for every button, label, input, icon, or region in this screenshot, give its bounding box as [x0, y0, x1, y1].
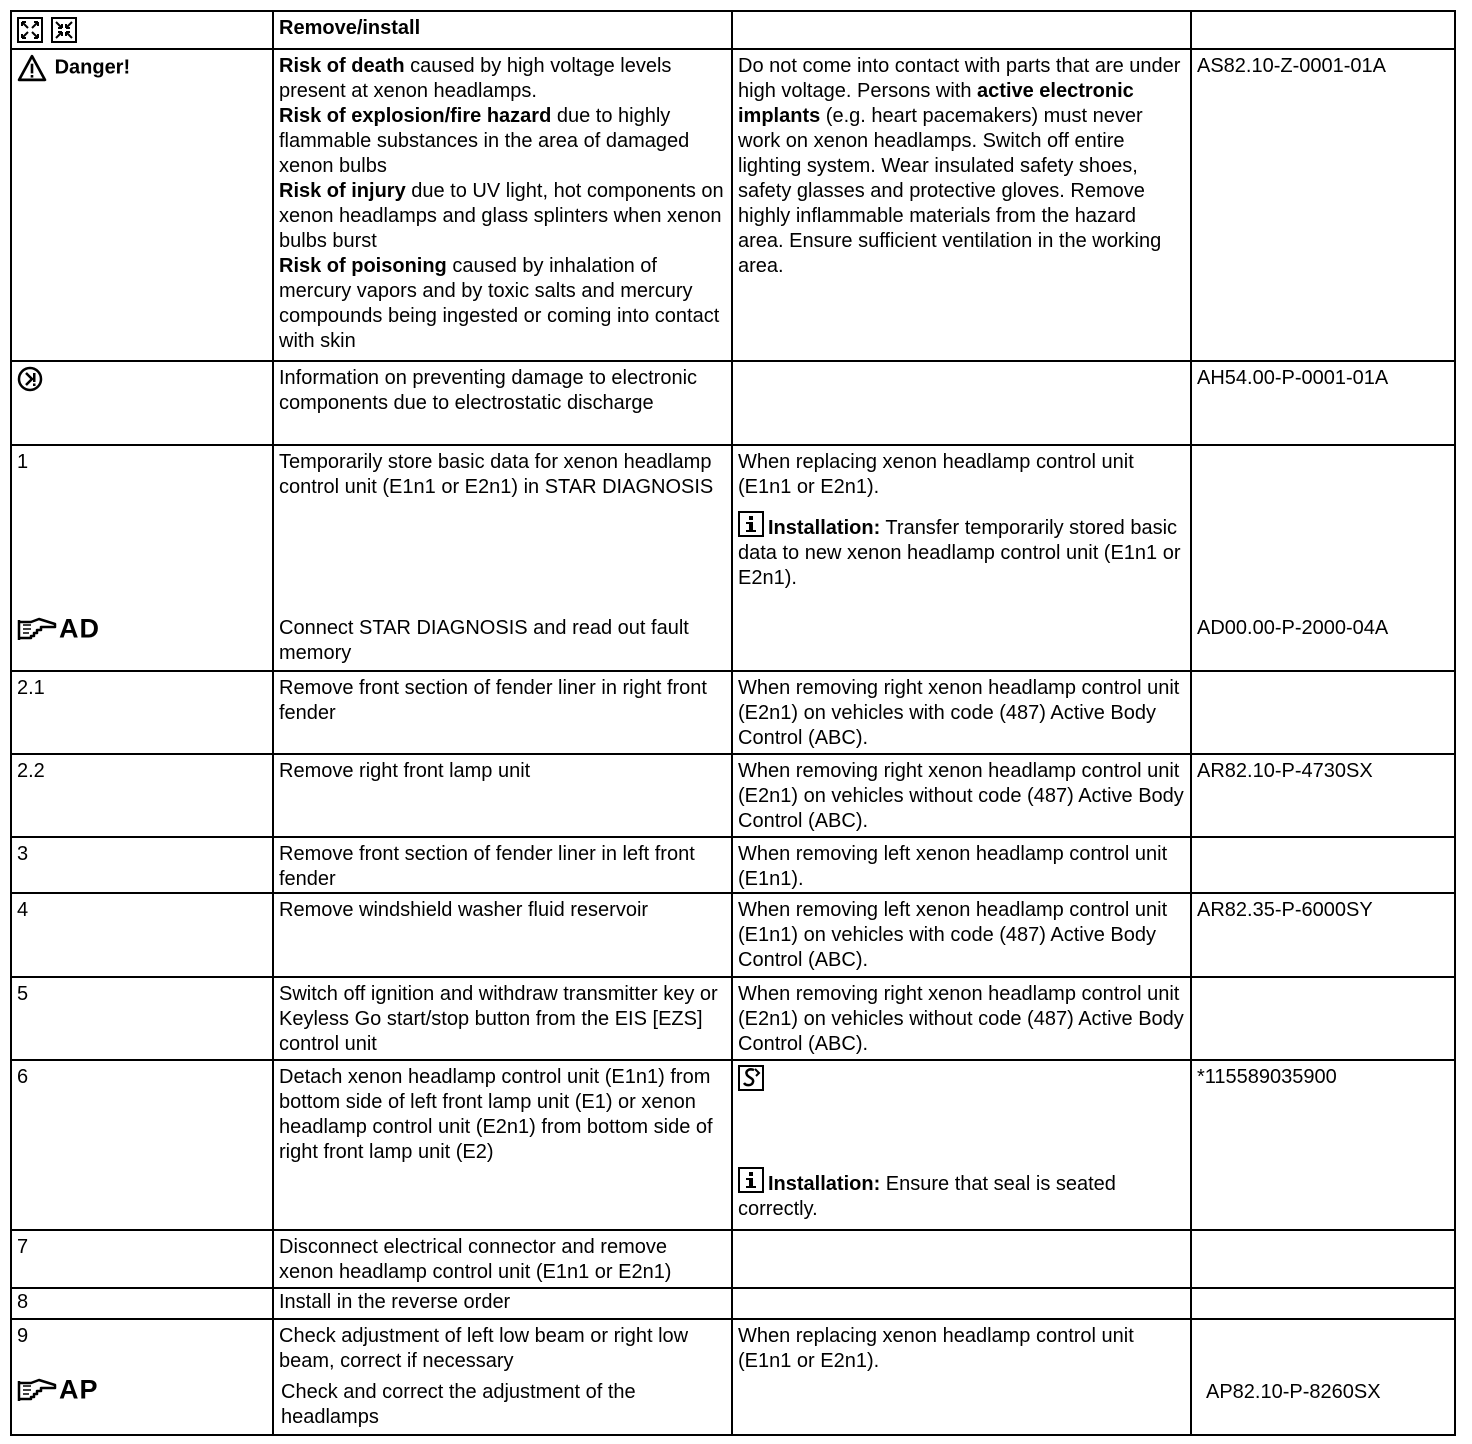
step-8-row: [11, 1288, 1455, 1319]
ap-code: AP: [59, 1374, 99, 1405]
danger-note-text: (e.g. heart pacemakers) must never work on xenon headlamps. Switch off entire lighting system. Wear insulated safety shoes, safety glasses and protective gloves. Remove highly inflammable materials from the hazard area. Ensure sufficient ventilation in the working area.: [738, 105, 1162, 277]
step-2-2-row: [11, 754, 1455, 837]
pointing-hand-icon: [17, 616, 57, 642]
danger-ref-cell: [1191, 49, 1455, 361]
step-8-ref: [1191, 1288, 1455, 1319]
step-6-row: [11, 1060, 1455, 1230]
procedure-table: [10, 10, 1456, 1436]
risk-text: due to UV light, hot components on xenon headlamps and glass splinters when xenon bulbs burst: [279, 180, 724, 252]
risk-text: caused by high voltage levels present at xenon headlamps.: [279, 55, 672, 102]
step-8-num: 8: [11, 1288, 273, 1319]
esd-ref[interactable]: AH54.00-P-0001-01A: [1197, 367, 1389, 389]
step-4-note: When removing left xenon headlamp control unit (E1n1) on vehicles with code (487) Active Body Control (ABC).: [732, 893, 1191, 977]
esd-row: [11, 361, 1455, 445]
step-7-note: [732, 1230, 1191, 1288]
step-6-text: Detach xenon headlamp control unit (E1n1) from bottom side of left front lamp unit (E1) or xenon headlamp control unit (E2n1) from bottom side of right front lamp unit (E2): [273, 1060, 732, 1230]
step-8-text: Install in the reverse order: [273, 1288, 732, 1319]
special-tool-icon: [738, 1065, 764, 1091]
step-3-text: Remove front section of fender liner in left front fender: [273, 837, 732, 893]
step-1-num-cell: [11, 445, 273, 671]
step-4-row: [11, 893, 1455, 977]
ap-marker: [17, 1374, 267, 1405]
step-9-num-cell: [11, 1319, 273, 1435]
step-5-note: When removing right xenon headlamp control unit (E2n1) on vehicles without code (487) Active Body Control (ABC).: [732, 977, 1191, 1060]
step-4-num: 4: [11, 893, 273, 977]
remove-icon: [17, 17, 43, 43]
pointing-hand-icon: [17, 1377, 57, 1403]
step-3-num: 3: [11, 837, 273, 893]
step-4-ref: AR82.35-P-6000SY: [1191, 893, 1455, 977]
step-6-ref: *115589035900: [1191, 1060, 1455, 1230]
step-3-ref: [1191, 837, 1455, 893]
esd-ref-cell: [1191, 361, 1455, 445]
risk-title: Risk of death: [279, 55, 405, 77]
header-row: [11, 11, 1455, 49]
danger-label: Danger!: [54, 56, 131, 79]
header-empty-4: [1191, 11, 1455, 49]
risk-title: Risk of poisoning: [279, 255, 447, 277]
step-7-num: 7: [11, 1230, 273, 1288]
danger-note-cell: [732, 49, 1191, 361]
danger-risks-cell: [273, 49, 732, 361]
step-7-row: [11, 1230, 1455, 1288]
installation-note: Installation: Transfer temporarily stored basic data to new xenon headlamp control unit (E1n1 or E2n1).: [738, 511, 1185, 591]
risk-title: Risk of explosion/fire hazard: [279, 105, 552, 127]
risk-text: due to highly flammable substances in the area of damaged xenon bulbs: [279, 105, 690, 177]
header-icons-cell: [11, 11, 273, 49]
ad-marker: [17, 613, 267, 644]
step-number: 9: [17, 1325, 29, 1347]
step-1-row: [11, 445, 1455, 671]
step-7-ref: [1191, 1230, 1455, 1288]
step-3-note: When removing left xenon headlamp control unit (E1n1).: [732, 837, 1191, 893]
warning-triangle-icon: [17, 54, 47, 82]
step-2-2-note: When removing right xenon headlamp control unit (E2n1) on vehicles without code (487) Active Body Control (ABC).: [732, 754, 1191, 837]
danger-note-text: Do not come into contact with parts that are under high voltage. Persons with: [738, 55, 1181, 102]
step-9-ref-cell: [1191, 1319, 1455, 1435]
esd-text: Information on preventing damage to electronic components due to electrostatic discharge: [279, 367, 698, 414]
header-title: Remove/install: [273, 11, 732, 49]
step-1-text-cell: [273, 445, 732, 671]
step-6-num: 6: [11, 1060, 273, 1230]
info-icon: [738, 1167, 764, 1193]
info-icon: [738, 511, 764, 537]
step-5-text: Switch off ignition and withdraw transmitter key or Keyless Go start/stop button from the EIS [EZS] control unit: [273, 977, 732, 1060]
danger-row: [11, 49, 1455, 361]
danger-label-cell: [11, 49, 273, 361]
step-7-text: Disconnect electrical connector and remove xenon headlamp control unit (E1n1 or E2n1): [273, 1230, 732, 1288]
step-9-text-cell: [273, 1319, 732, 1435]
step-note: When replacing xenon headlamp control unit (E1n1 or E2n1).: [738, 451, 1134, 498]
risk-text: caused by inhalation of mercury vapors and by toxic salts and mercury compounds being ingested or coming into contact with skin: [279, 255, 720, 352]
esd-caution-icon: [17, 366, 43, 392]
esd-icon-cell: [11, 361, 273, 445]
risk-title: Risk of injury: [279, 180, 406, 202]
step-2-1-ref: [1191, 671, 1455, 754]
installation-note: Installation: Ensure that seal is seated correctly.: [738, 1167, 1185, 1222]
step-number: 1: [17, 451, 29, 473]
step-6-note: [732, 1060, 1191, 1230]
esd-empty: [732, 361, 1191, 445]
step-5-row: [11, 977, 1455, 1060]
step-2-1-row: [11, 671, 1455, 754]
step-8-note: [732, 1288, 1191, 1319]
step-1-note-cell: [732, 445, 1191, 671]
step-text: Check adjustment of left low beam or right low beam, correct if necessary: [279, 1325, 689, 1372]
step-2-1-text: Remove front section of fender liner in right front fender: [273, 671, 732, 754]
ap-ref[interactable]: AP82.10-P-8260SX: [1206, 1381, 1381, 1403]
step-2-2-text: Remove right front lamp unit: [273, 754, 732, 837]
step-2-2-ref: AR82.10-P-4730SX: [1191, 754, 1455, 837]
step-4-text: Remove windshield washer fluid reservoir: [273, 893, 732, 977]
step-1-ref-cell: [1191, 445, 1455, 671]
ad-code: AD: [59, 613, 100, 644]
step-text: Temporarily store basic data for xenon headlamp control unit (E1n1 or E2n1) in STAR DIAGNOSIS: [279, 451, 714, 498]
ad-text: Connect STAR DIAGNOSIS and read out fault memory: [279, 617, 689, 664]
step-5-ref: [1191, 977, 1455, 1060]
step-2-1-num: 2.1: [11, 671, 273, 754]
danger-note-bold: active electronic implants: [738, 80, 1134, 127]
step-3-row: [11, 837, 1455, 893]
step-9-row: [11, 1319, 1455, 1435]
esd-text-cell: [273, 361, 732, 445]
danger-ref[interactable]: AS82.10-Z-0001-01A: [1197, 55, 1387, 77]
header-empty-3: [732, 11, 1191, 49]
step-2-1-note: When removing right xenon headlamp control unit (E2n1) on vehicles with code (487) Active Body Control (ABC).: [732, 671, 1191, 754]
step-9-note-cell: When replacing xenon headlamp control unit (E1n1 or E2n1).: [732, 1319, 1191, 1435]
step-5-num: 5: [11, 977, 273, 1060]
ad-ref[interactable]: AD00.00-P-2000-04A: [1197, 617, 1389, 639]
install-icon: [51, 17, 77, 43]
ap-text: Check and correct the adjustment of the headlamps: [281, 1381, 636, 1428]
step-2-2-num: 2.2: [11, 754, 273, 837]
